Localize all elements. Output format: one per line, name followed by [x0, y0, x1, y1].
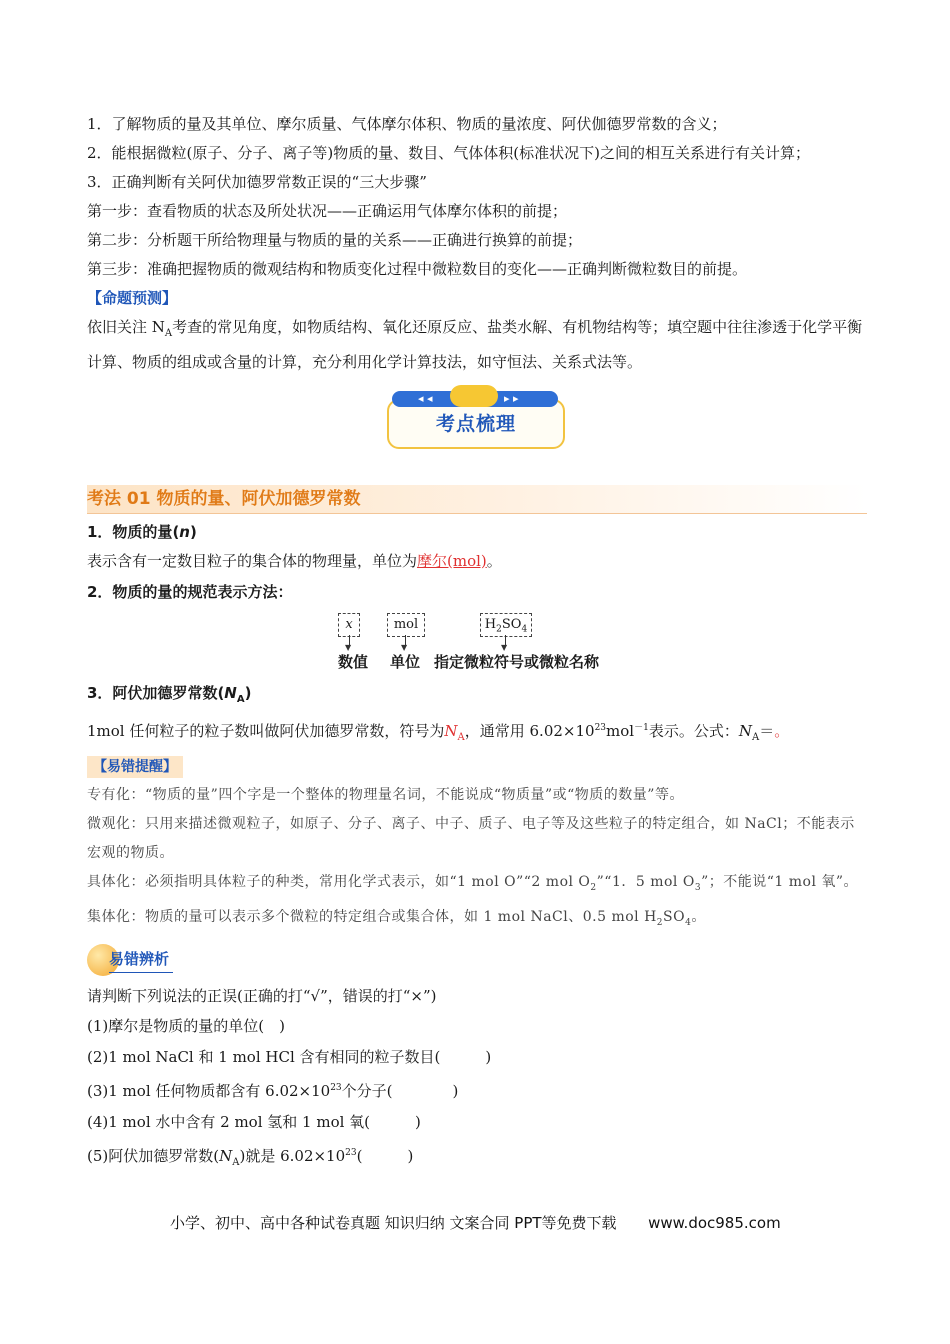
banner-pill [450, 385, 498, 407]
badge-text: 易错辨析 [109, 949, 170, 968]
notation-diagram [87, 611, 867, 677]
footer-text: 小学、初中、高中各种试卷真题 知识归纳 文案合同 PPT等免费下载 [170, 1214, 617, 1232]
arrow-head-3-icon: ▼ [501, 643, 508, 652]
label-unit: 单位 [390, 653, 421, 671]
section-banner [87, 391, 867, 483]
right-arrows-icon: ▸ ▸ [504, 392, 519, 405]
page-footer [170, 1212, 870, 1233]
tip-1: 专有化：“物质的量”四个字是一个整体的物理量名词，不能说成“物质量”或“物质的数量”等。 [87, 787, 684, 803]
objective-2: 2．能根据微粒(原子、分子、离子等)物质的量、数目、气体体积(标准状况下)之间的相互关系进行有关计算； [87, 144, 810, 162]
symbol-na: N [444, 722, 458, 740]
quiz-intro: 请判断下列说法的正误(正确的打“√”，错误的打“×”) [87, 986, 437, 1005]
step-2: 第二步：分析题干所给物理量与物质的量的关系——正确进行换算的前提； [87, 231, 583, 249]
quiz-q1: (1)摩尔是物质的量的单位( ) [87, 1016, 285, 1035]
objective-1: 1．了解物质的量及其单位、摩尔质量、气体摩尔体积、物质的量浓度、阿伏伽德罗常数的含义； [87, 115, 727, 133]
forecast-title: 【命题预测】 [87, 289, 178, 307]
quiz-q5: (5)阿伏加德罗常数$(N_A)$就是 $6.02\times 10^{23}$( ) [87, 1146, 414, 1168]
arrow-head-1-icon: ▼ [345, 643, 352, 652]
step-3: 第三步：准确把握物质的微观结构和物质变化过程中微粒数目的变化——正确判断微粒数目的前提。 [87, 260, 748, 278]
quiz-q2: (2)1 mol NaCl 和 1 mol HCl 含有相同的粒子数目( ) [87, 1047, 492, 1066]
footer-site-link[interactable]: www.doc985.com [648, 1214, 781, 1232]
quiz-badge [87, 942, 867, 982]
item2-title: 2．物质的量的规范表示方法： [87, 583, 293, 601]
forecast-text: 依旧关注 $N_A$考查的常见角度，如物质结构、氧化还原反应、盐类水解、有机物结构等；填空题中往往渗透于化学平衡计算、物质的组成或含量的计算，充分利用化学计算技法，如守恒法、关系式法等。 [87, 318, 863, 371]
box-unit: mol [387, 613, 425, 637]
tip-3: 具体化：必须指明具体粒子的种类，常用化学式表示，如“1 mol O”“2 mol $O_2”“1$．5 mol $O_3$”；不能说“1 mol 氧”。 [87, 874, 859, 893]
step-1: 第一步：查看物质的状态及所处状况——正确运用气体摩尔体积的前提； [87, 202, 568, 220]
item1-text: 表示含有一定数目粒子的集合体的物理量，单位为摩尔(mol)。 [87, 552, 502, 570]
objective-3: 3．正确判断有关阿伏加德罗常数正误的“三大步骤” [87, 173, 427, 191]
tips-title: 【易错提醒】 [87, 752, 867, 781]
item3-title: 3．阿伏加德罗常数$(N_A)$ [87, 684, 252, 705]
box-formula: $H_2SO_4$ [480, 613, 532, 637]
quiz-q4: (4)1 mol 水中含有 2 mol 氢和 1 mol 氧( ) [87, 1112, 421, 1131]
item1-title: 1．物质的量(n) [87, 523, 197, 541]
box-value: x [338, 613, 360, 637]
badge-underline [109, 972, 173, 973]
label-particle: 指定微粒符号或微粒名称 [434, 653, 600, 671]
banner-title: 考点梳理 [435, 413, 516, 435]
document-body [87, 110, 867, 1178]
left-arrows-icon: ◂ ◂ [418, 392, 433, 405]
tip-4: 集体化：物质的量可以表示多个微粒的特定组合或集合体，如 1 mol NaCl、0.5 mol $H_2SO_4$。 [87, 908, 706, 928]
section-title: 考法 01 物质的量、阿伏加德罗常数 [87, 485, 867, 514]
quiz-q3: (3)1 mol 任何物质都含有 $6.02\times 10^{23}$个分子( ) [87, 1081, 459, 1100]
label-value: 数值 [338, 653, 369, 671]
arrow-head-2-icon: ▼ [401, 643, 408, 652]
item3-text: 1mol 任何粒子的粒子数叫做阿伏加德罗常数，符号为$N_A$，通常用 $6.02\times 10^{23}mol^{-1}$表示。公式：$N_A=$。 [87, 722, 790, 743]
unit-mol: 摩尔(mol) [417, 552, 487, 570]
tip-2: 微观化：只用来描述微观粒子，如原子、分子、离子、中子、质子、电子等及这些粒子的特定组合，如 NaCl；不能表示宏观的物质。 [87, 816, 855, 861]
